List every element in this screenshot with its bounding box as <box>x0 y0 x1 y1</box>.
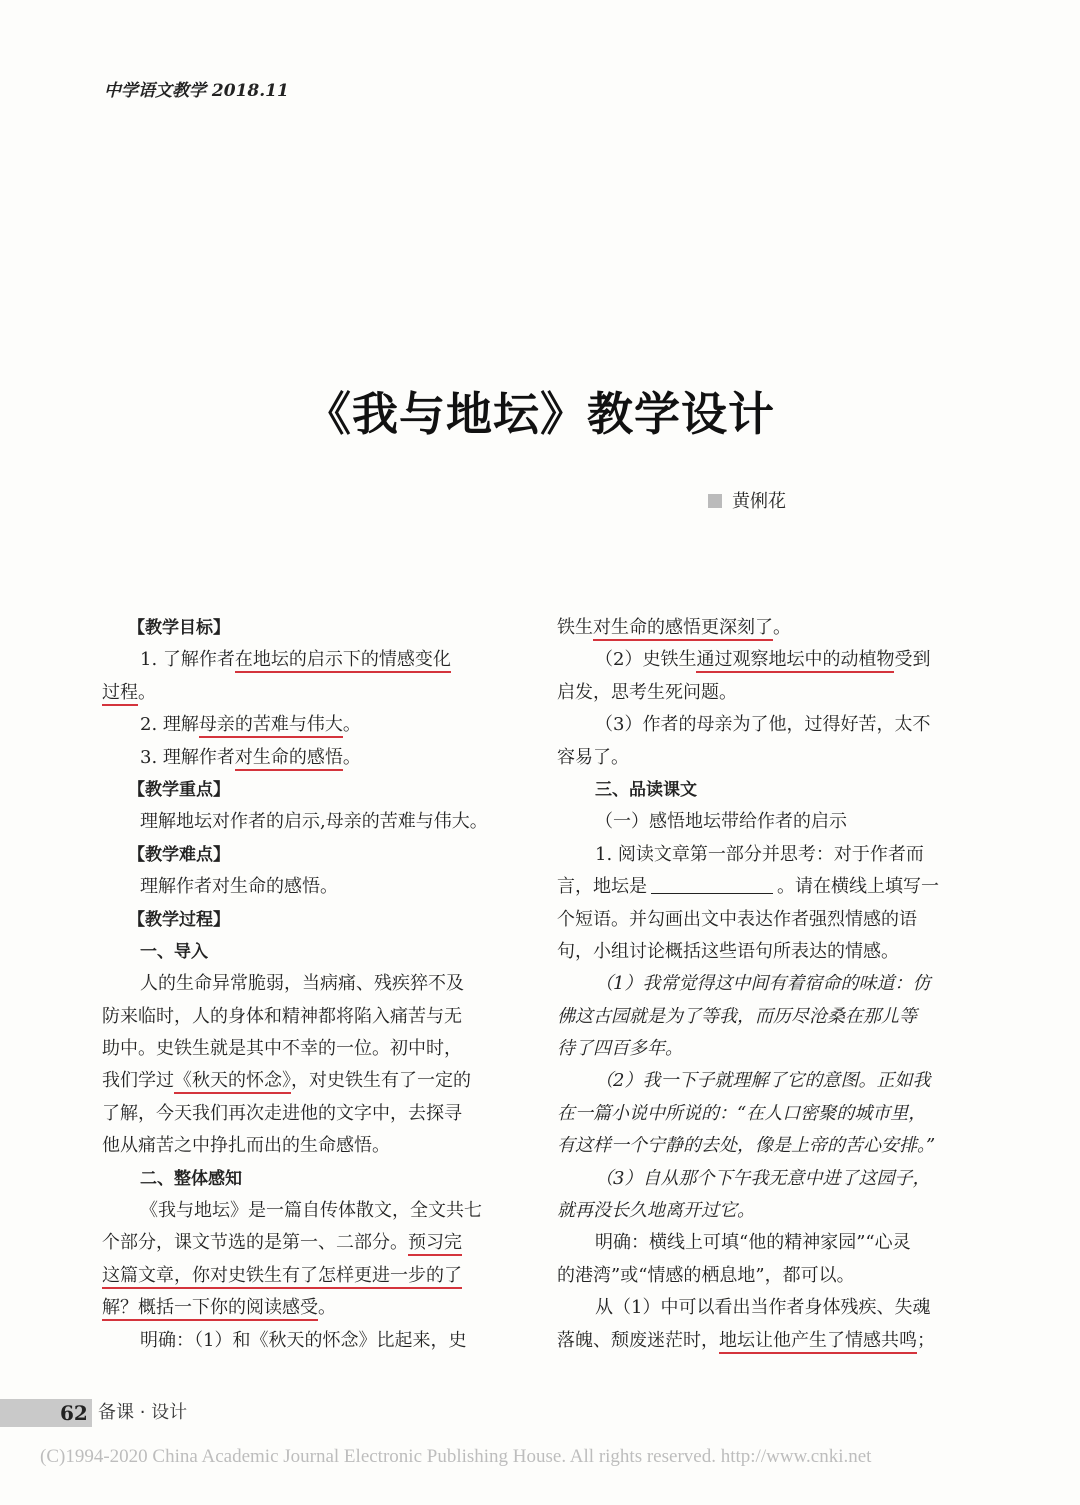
text-line: 了解，今天我们再次走进他的文字中，去探寻 <box>102 1102 462 1124</box>
text-line: 明确：横线上可填“他的精神家园”“心灵 <box>595 1232 911 1254</box>
author-square-icon <box>708 494 722 508</box>
text-line: 个短语。并勾画出文中表达作者强烈情感的语 <box>557 908 917 930</box>
quote-line: 有这样一个宁静的去处，像是上帝的苦心安排。” <box>557 1135 936 1157</box>
text-line: 人的生命异常脆弱，当病痛、残疾猝不及 <box>140 973 464 995</box>
text-line: 言，地坛是 。请在横线上填写一 <box>557 876 939 898</box>
page-number: 62 <box>60 1401 88 1425</box>
quote-line: 佛这古园就是为了等我，而历尽沧桑在那儿等 <box>557 1005 917 1027</box>
text-line: 这篇文章，你对史铁生有了怎样更进一步的了 <box>102 1260 508 1292</box>
text-line: 容易了。 <box>557 746 629 768</box>
text-line: 防来临时，人的身体和精神都将陷入痛苦与无 <box>102 1005 462 1027</box>
text-line: （3）作者的母亲为了他，过得好苦，太不 <box>595 714 931 736</box>
text-line: 的港湾”或“情感的栖息地”，都可以。 <box>557 1264 855 1286</box>
article-title: 《我与地坛》教学设计 <box>305 387 775 441</box>
author-name: 黄俐花 <box>732 491 786 512</box>
text-line: （一）感悟地坛带给作者的启示 <box>595 811 847 833</box>
quote-line: 在一篇小说中所说的：“在人口密聚的城市里， <box>557 1102 927 1124</box>
text-line: 个部分，课文节选的是第一、二部分。预习完 <box>102 1227 508 1259</box>
journal-header: 中学语文教学 2018.11 <box>104 81 289 101</box>
quote-line: 就再没长久地离开过它。 <box>557 1200 755 1222</box>
text-line: 1. 阅读文章第一部分并思考：对于作者而 <box>595 843 924 865</box>
section-heading: 三、品读课文 <box>595 779 697 800</box>
text-line: 解？概括一下你的阅读感受。 <box>102 1292 508 1324</box>
section-heading: 【教学难点】 <box>128 844 230 865</box>
text-line: 他从痛苦之中挣扎而出的生命感悟。 <box>102 1135 390 1157</box>
right-column <box>557 612 963 1357</box>
text-line: 3. 理解作者对生命的感悟。 <box>102 742 508 774</box>
text-line: 理解地坛对作者的启示,母亲的苦难与伟大。 <box>140 811 488 833</box>
section-heading: 【教学过程】 <box>128 909 230 930</box>
left-column <box>102 612 508 1357</box>
fill-in-blank <box>651 875 773 894</box>
section-heading: 二、整体感知 <box>140 1168 242 1189</box>
section-heading: 【教学目标】 <box>128 618 230 638</box>
text-line: 理解作者对生命的感悟。 <box>140 876 338 898</box>
section-name: 备课 · 设计 <box>98 1402 188 1423</box>
section-heading: 一、导入 <box>140 941 208 962</box>
text-line: 我们学过《秋天的怀念》，对史铁生有了一定的 <box>102 1065 508 1097</box>
text-line: 落魄、颓废迷茫时，地坛让他产生了情感共鸣； <box>557 1325 963 1357</box>
text-line: 启发，思考生死问题。 <box>557 681 737 703</box>
text-line: 明确：（1）和《秋天的怀念》比起来，史 <box>140 1329 467 1351</box>
quote-line: （2）我一下子就理解了它的意图。正如我 <box>595 1070 931 1092</box>
text-line: 从（1）中可以看出当作者身体残疾、失魂 <box>595 1297 931 1319</box>
text-line: 过程。 <box>102 677 508 709</box>
copyright-notice: (C)1994-2020 China Academic Journal Electronic Publishing House. All rights reserved. http://www.cnki.net <box>40 1446 872 1467</box>
text-line: 句，小组讨论概括这些语句所表达的情感。 <box>557 940 899 962</box>
section-heading: 【教学重点】 <box>128 779 230 800</box>
text-line: 2. 理解母亲的苦难与伟大。 <box>102 709 508 741</box>
text-line: 助中。史铁生就是其中不幸的一位。初中时， <box>102 1038 462 1060</box>
text-line: 铁生对生命的感悟更深刻了。 <box>557 612 963 644</box>
quote-line: （3）自从那个下午我无意中进了这园子， <box>595 1167 931 1189</box>
quote-line: 待了四百多年。 <box>557 1038 683 1060</box>
author-line <box>708 487 786 513</box>
text-line: 《我与地坛》是一篇自传体散文，全文共七 <box>140 1200 482 1222</box>
text-line: （2）史铁生通过观察地坛中的动植物受到 <box>557 644 963 676</box>
text-line: 1. 了解作者在地坛的启示下的情感变化 <box>102 644 508 676</box>
quote-line: （1）我常觉得这中间有着宿命的味道：仿 <box>595 973 931 995</box>
